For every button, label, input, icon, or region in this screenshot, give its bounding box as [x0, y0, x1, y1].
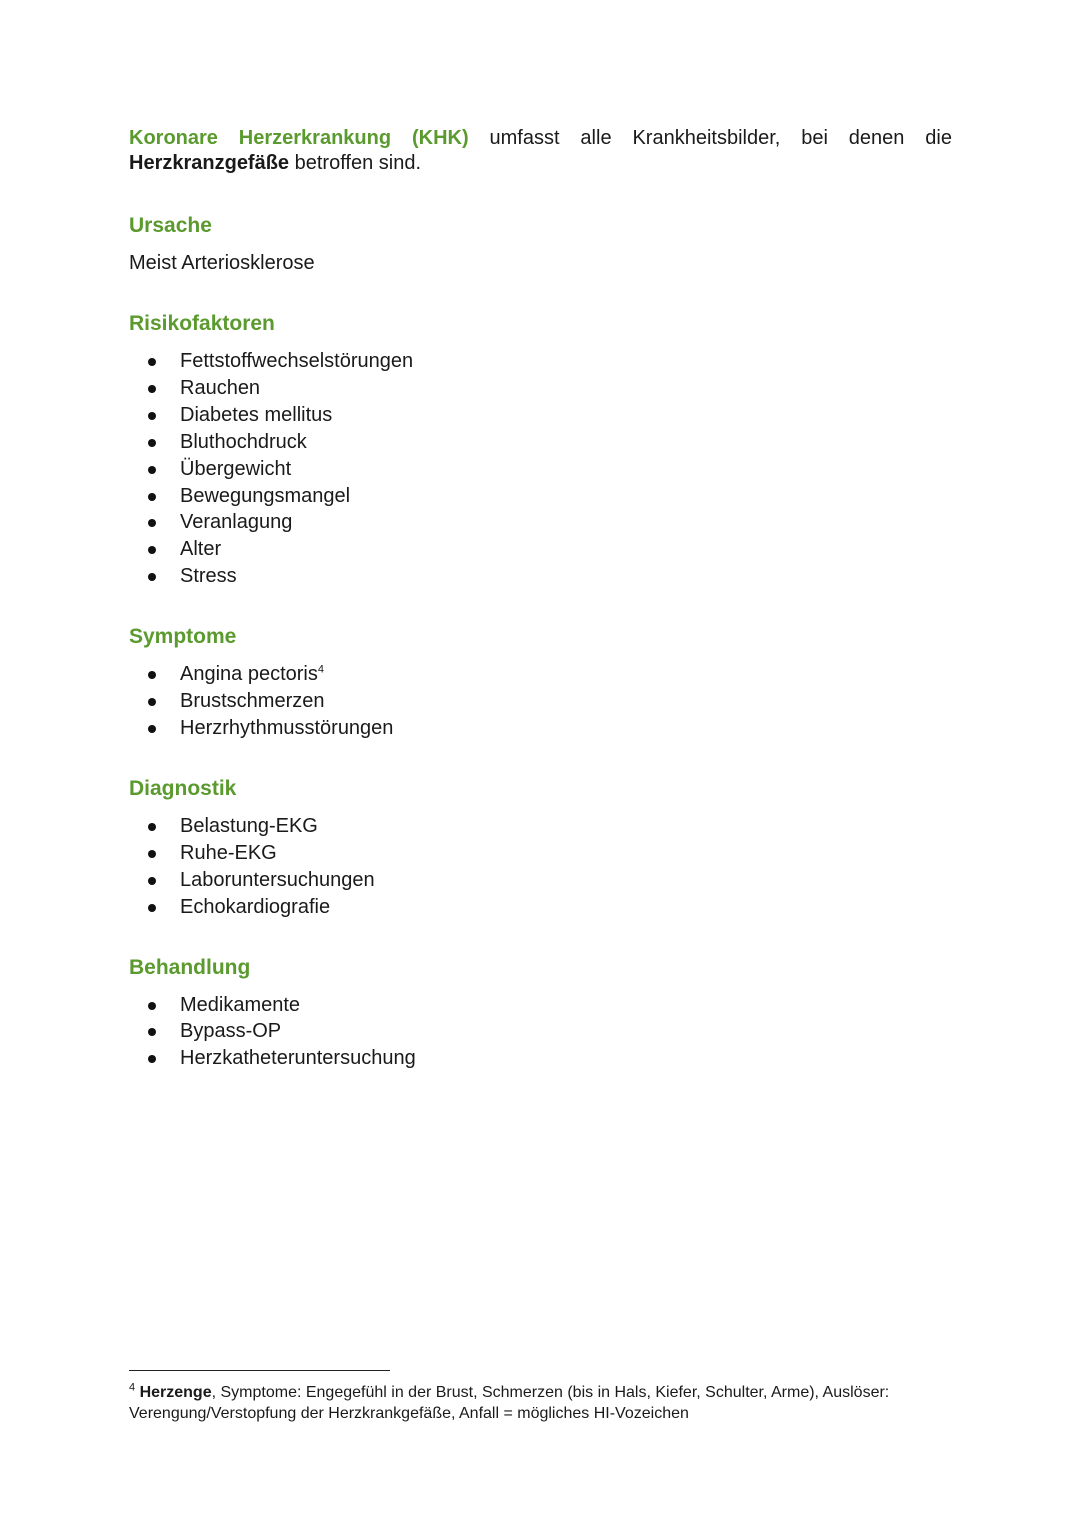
intro-text-2: betroffen sind. — [289, 152, 422, 174]
ursache-text: Meist Arteriosklerose — [129, 252, 315, 274]
list-item: Rauchen — [129, 375, 952, 402]
footnote-number: 4 — [129, 1381, 136, 1394]
list-item: Echokardiografie — [129, 894, 952, 921]
list-item: Diabetes mellitus — [129, 402, 952, 429]
section-title-ursache: Ursache — [129, 214, 212, 237]
risikofaktoren-list — [129, 348, 952, 590]
list-item: Brustschmerzen — [129, 688, 952, 715]
footnote-divider — [129, 1370, 390, 1371]
list-item: Übergewicht — [129, 456, 952, 483]
list-item: Herzrhythmusstörungen — [129, 715, 952, 742]
symptome-list — [129, 661, 952, 742]
list-item: Alter — [129, 536, 952, 563]
list-item: Veranlagung — [129, 509, 952, 536]
list-item — [129, 661, 952, 688]
diagnostik-list — [129, 813, 952, 921]
section-title-symptome: Symptome — [129, 625, 237, 649]
section-title-risikofaktoren: Risikofaktoren — [129, 312, 275, 335]
footnote-term: Herzenge — [139, 1384, 212, 1401]
intro-text-1: umfasst alle Krankheitsbilder, bei denen die — [468, 127, 952, 149]
list-item: Stress — [129, 563, 952, 590]
intro-term: Koronare Herzerkrankung (KHK) — [129, 127, 469, 149]
list-item-text: Angina pectoris — [180, 663, 318, 686]
intro-paragraph — [129, 126, 952, 176]
list-item: Belastung-EKG — [129, 813, 952, 840]
list-item: Medikamente — [129, 992, 952, 1019]
list-item: Bluthochdruck — [129, 429, 952, 456]
list-item: Laboruntersuchungen — [129, 867, 952, 894]
footnote-marker: 4 — [317, 663, 324, 676]
list-item: Ruhe-EKG — [129, 840, 952, 867]
intro-bold-term: Herzkranzgefäße — [129, 152, 290, 174]
footnote-text: , Symptome: Engegefühl in der Brust, Schmerzen (bis in Hals, Kiefer, Schulter, Arme), Auslöser: Verengung/Verstopfung der Herzkrankgefäße, Anfall = mögliches HI-Vozeichen — [129, 1384, 890, 1422]
document-body — [129, 126, 952, 1072]
list-item: Herzkatheteruntersuchung — [129, 1045, 952, 1072]
behandlung-list — [129, 992, 952, 1073]
list-item: Bewegungsmangel — [129, 483, 952, 510]
section-title-diagnostik: Diagnostik — [129, 776, 237, 800]
footnote — [129, 1382, 952, 1424]
list-item: Bypass-OP — [129, 1018, 952, 1045]
list-item: Fettstoffwechselstörungen — [129, 348, 952, 375]
section-title-behandlung: Behandlung — [129, 955, 251, 979]
